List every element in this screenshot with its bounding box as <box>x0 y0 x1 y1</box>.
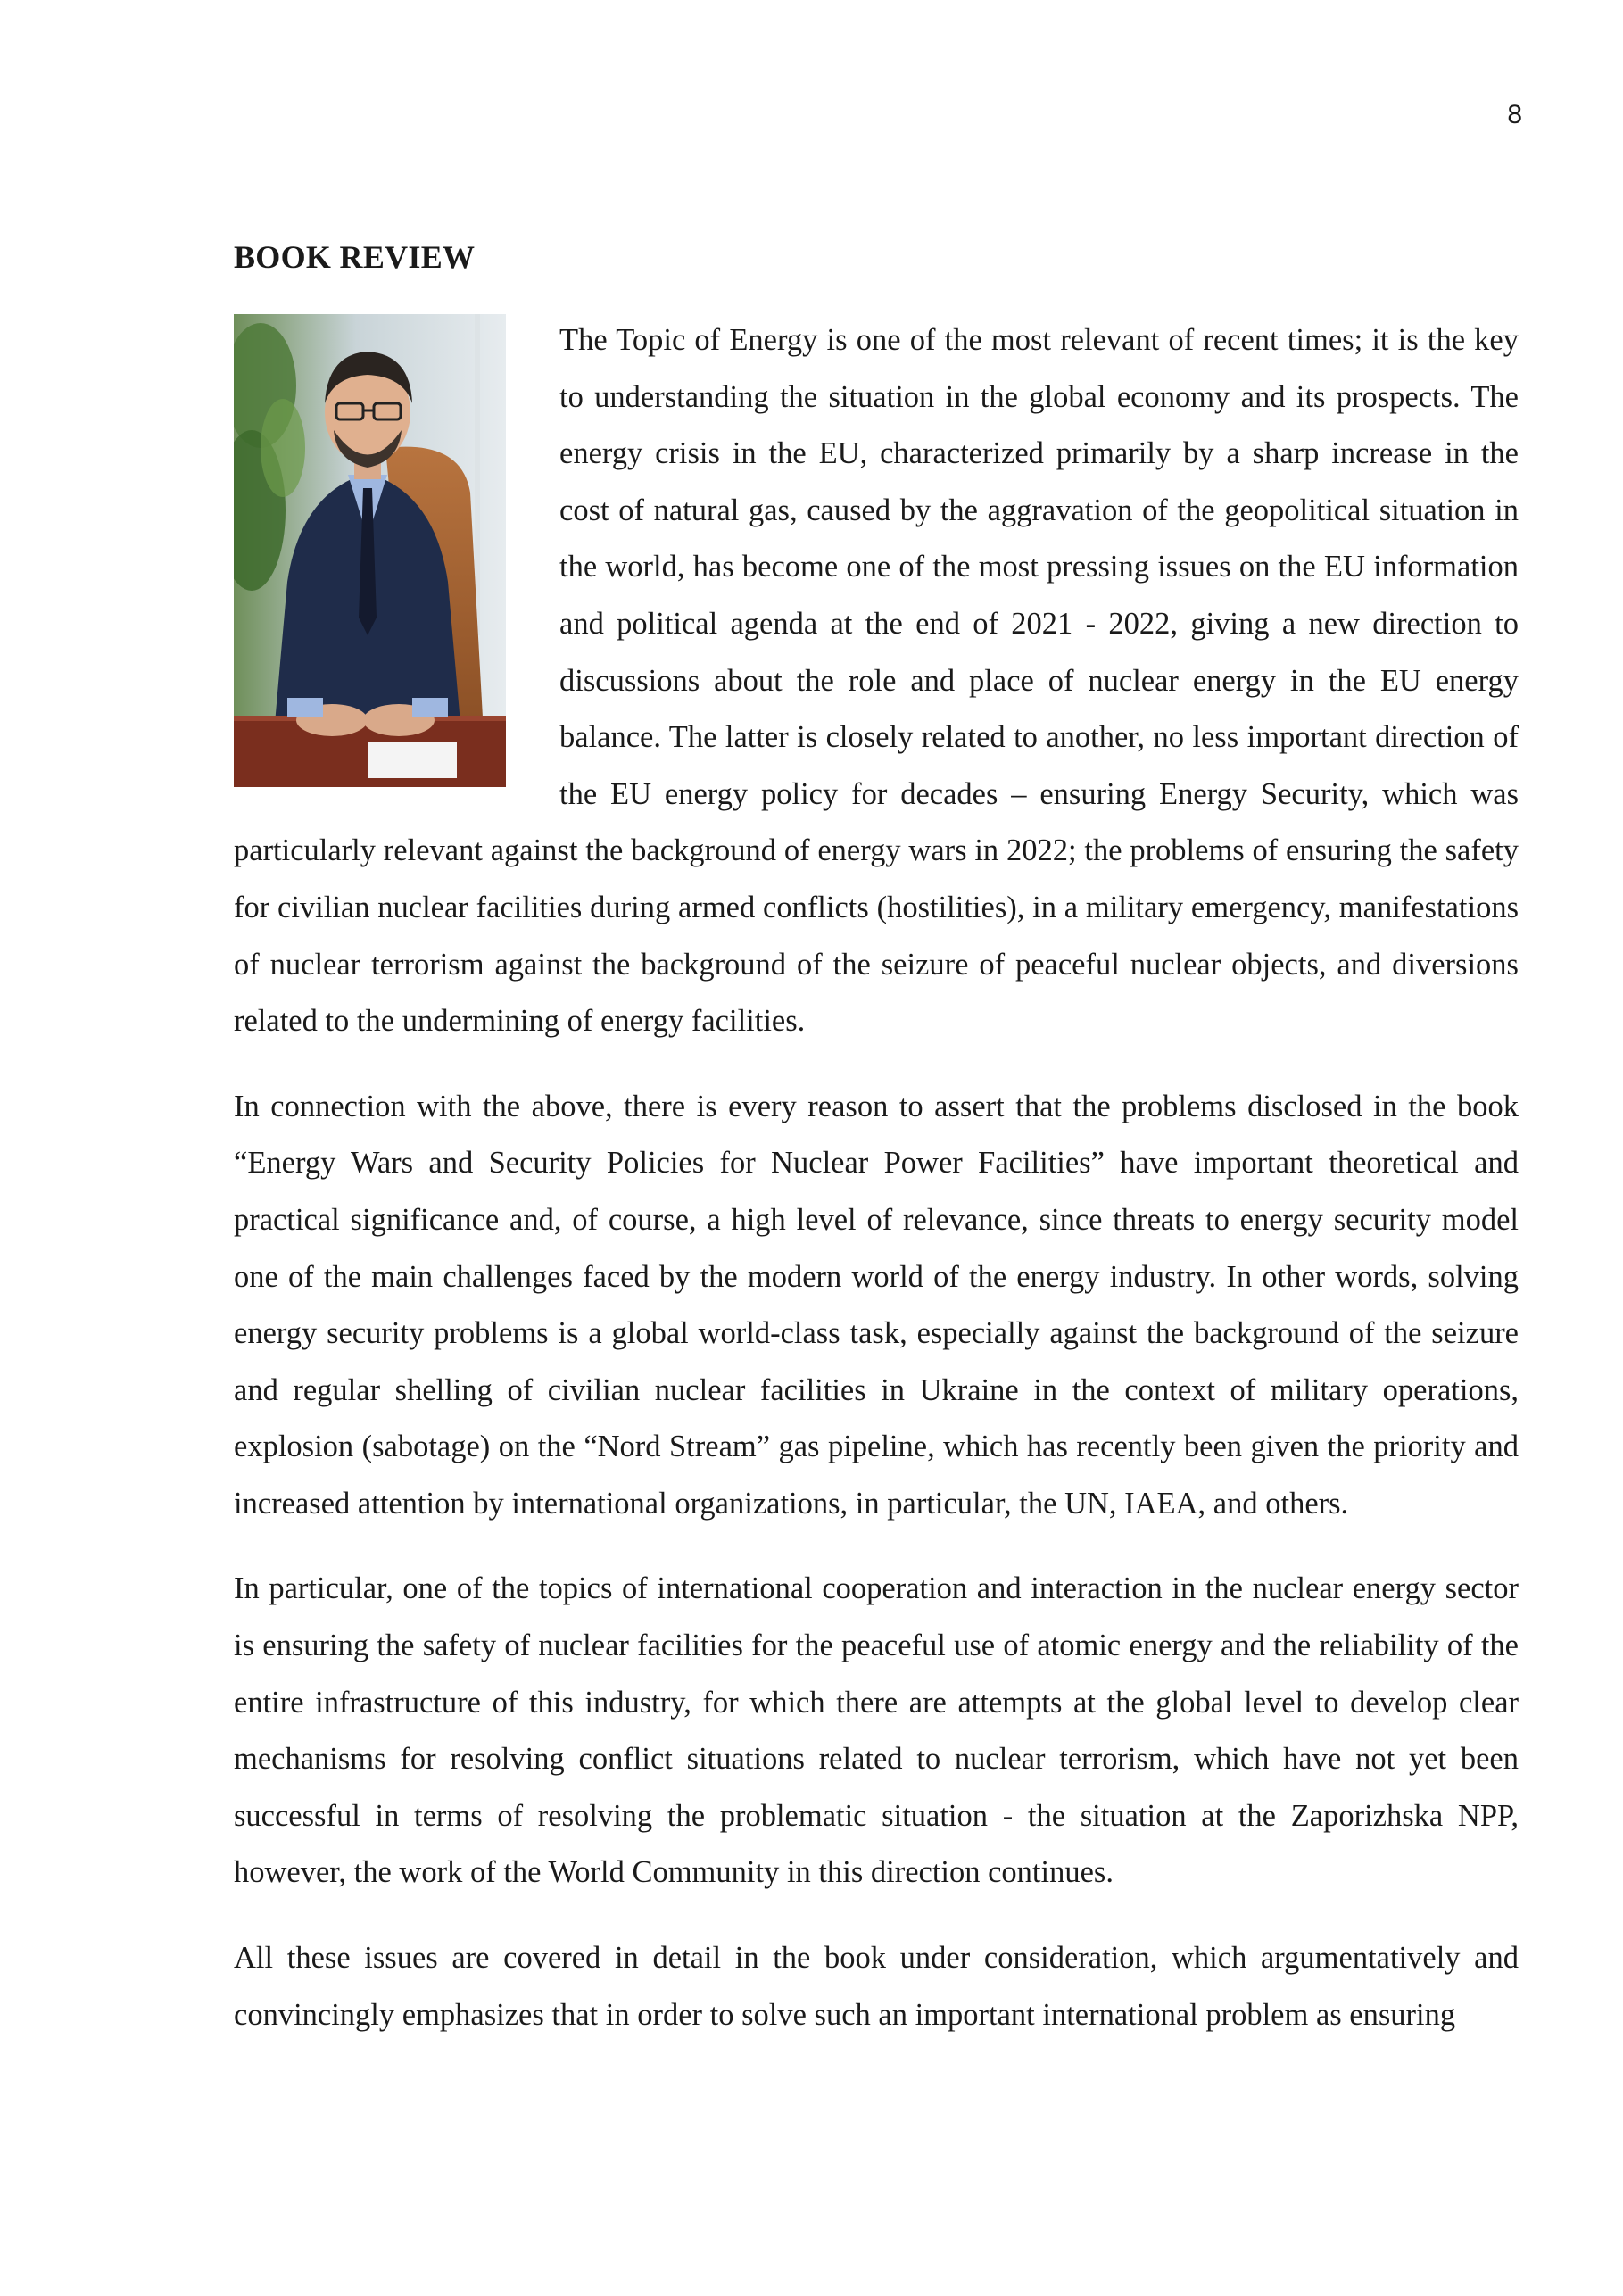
paragraph-2: In connection with the above, there is every reason to assert that the problems disclosed in the book “Energy Wars and Security Policies for Nuclear Power Facilities” have important theoretical and practical significance and, of course, a high level of relevance, since threats to energy security model one of the main challenges faced by the modern world of the energy industry. In other words, solving energy security problems is a global world-class task, especially against the background of the seizure and regular shelling of civilian nuclear facilities in Ukraine in the context of military operations, explosion (sabotage) on the “Nord Stream” gas pipeline, which has recently been given the priority and increased attention by international organizations, in particular, the UN, IAEA, and others. <box>234 1089 1519 1521</box>
paragraph-3: In particular, one of the topics of international cooperation and interaction in the nuclear energy sector is ensuring the safety of nuclear facilities for the peaceful use of atomic energy and the reliability of the entire infrastructure of this industry, for which there are attempts at the global level to develop clear mechanisms for resolving conflict situations related to nuclear terrorism, which have not yet been successful in terms of resolving the problematic situation - the situation at the Zaporizhska NPP, however, the work of the World Community in this direction continues. <box>234 1571 1519 1890</box>
author-portrait <box>234 314 506 787</box>
paragraph-4: All these issues are covered in detail in the book under consideration, which argumentatively and convincingly emphasizes that in order to solve such an important international problem as ensuring <box>234 1941 1519 2032</box>
page-number: 8 <box>1507 100 1522 129</box>
book-review-section <box>234 234 1519 2072</box>
paragraph-1: The Topic of Energy is one of the most relevant of recent times; it is the key to understanding the situation in the global economy and its prospects. The energy crisis in the EU, characterized primarily by a sharp increase in the cost of natural gas, caused by the aggravation of the geopolitical situation in the world, has become one of the most pressing issues on the EU information and political agenda at the end of 2021 - 2022, giving a new direction to discussions about the role and place of nuclear energy in the EU energy balance. The latter is closely related to another, no less important direction of the EU energy policy for decades – ensuring Energy Security, which was particularly relevant against the background of energy wars in 2022; the problems of ensuring the safety for civilian nuclear facilities during armed conflicts (hostilities), in a military emergency, manifestations of nuclear terrorism against the background of the seizure of peaceful nuclear objects, and diversions related to the undermining of energy facilities. <box>234 323 1519 1039</box>
section-heading: BOOK REVIEW <box>234 239 476 275</box>
